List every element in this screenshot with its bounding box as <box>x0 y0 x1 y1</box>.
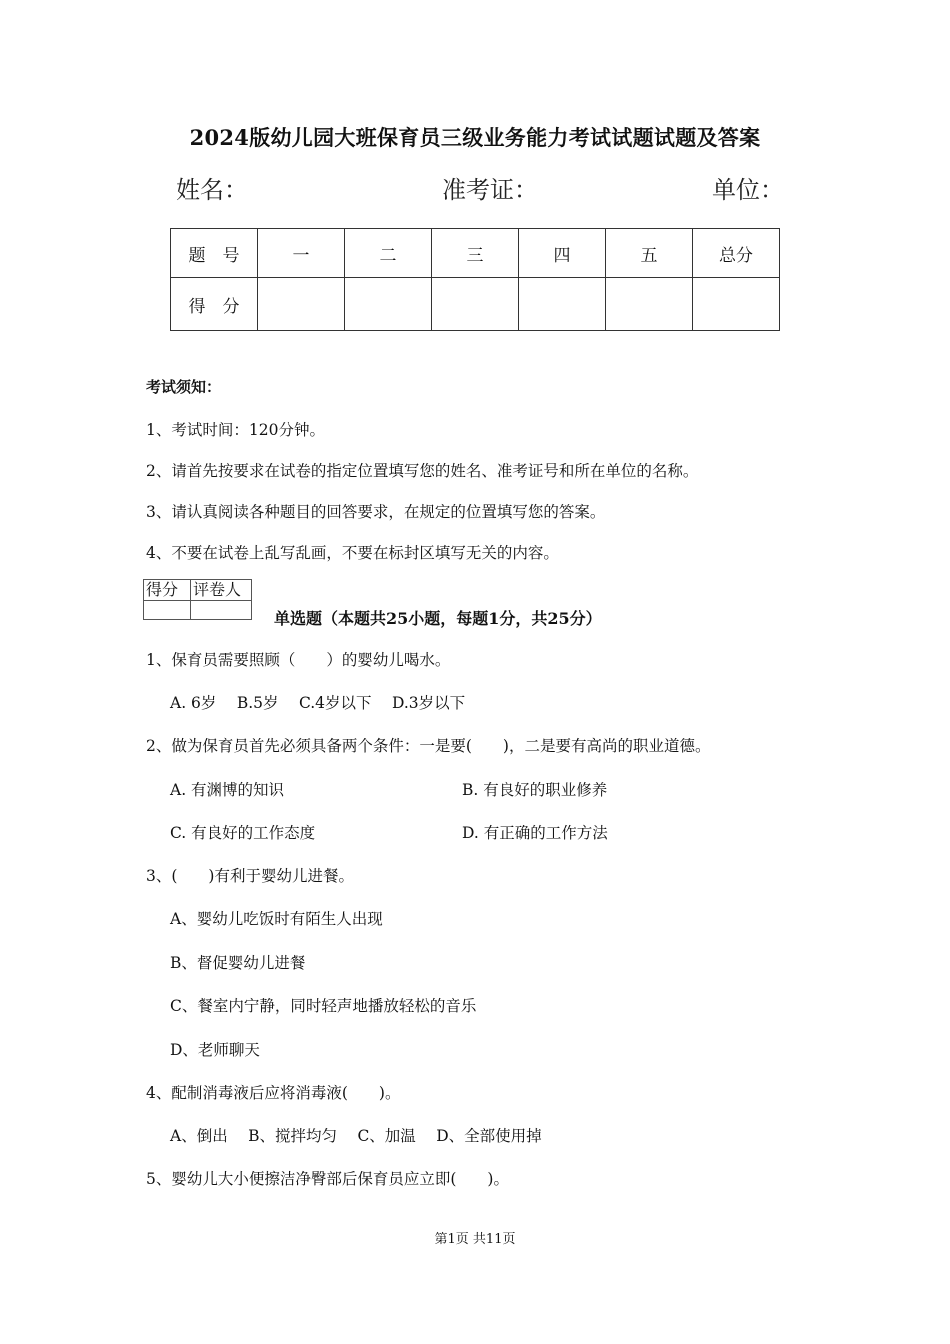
header-cell-3: 三 <box>432 229 519 278</box>
question-2-option-b: B. 有良好的职业修养 <box>462 781 608 799</box>
question-3-stem: 3、( )有利于婴幼儿进餐。 <box>146 867 354 885</box>
unit-field-label: 单位： <box>712 176 784 204</box>
question-3-option-d: D、老师聊天 <box>170 1041 260 1059</box>
question-4-options: A、倒出 B、搅拌均匀 C、加温 D、全部使用掉 <box>170 1127 542 1145</box>
header-cell-question-number: 题 号 <box>171 229 258 278</box>
grader-box <box>143 579 252 620</box>
question-1-options: A. 6岁 B.5岁 C.4岁以下 D.3岁以下 <box>170 694 466 712</box>
question-4-stem: 4、配制消毒液后应将消毒液( )。 <box>146 1084 401 1102</box>
exam-id-field-label: 准考证： <box>442 176 538 204</box>
score-cell-4[interactable] <box>519 278 606 331</box>
score-table-score-row <box>171 278 780 331</box>
header-cell-1: 一 <box>258 229 345 278</box>
notice-item: 3、请认真阅读各种题目的回答要求，在规定的位置填写您的答案。 <box>146 503 606 521</box>
question-2-option-a: A. 有渊博的知识 <box>170 781 285 799</box>
grader-box-score-label: 得分 <box>144 580 191 601</box>
score-table-header-row <box>171 229 780 278</box>
notice-item: 4、不要在试卷上乱写乱画，不要在标封区填写无关的内容。 <box>146 544 559 562</box>
document-title: 2024版幼儿园大班保育员三级业务能力考试试题试题及答案 <box>189 125 761 150</box>
question-3-option-a: A、婴幼儿吃饭时有陌生人出现 <box>170 910 383 928</box>
question-3-option-c: C、餐室内宁静，同时轻声地播放轻松的音乐 <box>170 997 477 1015</box>
header-cell-2: 二 <box>345 229 432 278</box>
page-footer: 第1页 共11页 <box>434 1232 516 1247</box>
score-cell-3[interactable] <box>432 278 519 331</box>
score-cell-1[interactable] <box>258 278 345 331</box>
notice-item: 2、请首先按要求在试卷的指定位置填写您的姓名、准考证号和所在单位的名称。 <box>146 462 699 480</box>
question-3-option-b: B、督促婴幼儿进餐 <box>170 954 306 972</box>
score-cell-total[interactable] <box>693 278 780 331</box>
notice-item: 1、考试时间：120分钟。 <box>146 421 325 439</box>
grader-box-grader-cell[interactable] <box>191 601 252 620</box>
score-table <box>170 228 780 331</box>
score-cell-5[interactable] <box>606 278 693 331</box>
section-heading: 单选题（本题共25小题，每题1分，共25分） <box>274 609 602 628</box>
grader-box-score-cell[interactable] <box>144 601 191 620</box>
grader-box-grader-label: 评卷人 <box>191 580 252 601</box>
question-2-option-c: C. 有良好的工作态度 <box>170 824 316 842</box>
name-field-label: 姓名： <box>176 176 248 204</box>
question-2-option-d: D. 有正确的工作方法 <box>462 824 608 842</box>
notice-heading: 考试须知： <box>146 378 222 396</box>
header-cell-5: 五 <box>606 229 693 278</box>
header-cell-4: 四 <box>519 229 606 278</box>
score-cell-2[interactable] <box>345 278 432 331</box>
question-1-stem: 1、保育员需要照顾（ ）的婴幼儿喝水。 <box>146 651 451 669</box>
question-5-stem: 5、婴幼儿大小便擦洁净臀部后保育员应立即( )。 <box>146 1170 509 1188</box>
header-cell-total: 总分 <box>693 229 780 278</box>
score-row-label: 得 分 <box>171 278 258 331</box>
question-2-stem: 2、做为保育员首先必须具备两个条件：一是要( )，二是要有高尚的职业道德。 <box>146 737 711 755</box>
